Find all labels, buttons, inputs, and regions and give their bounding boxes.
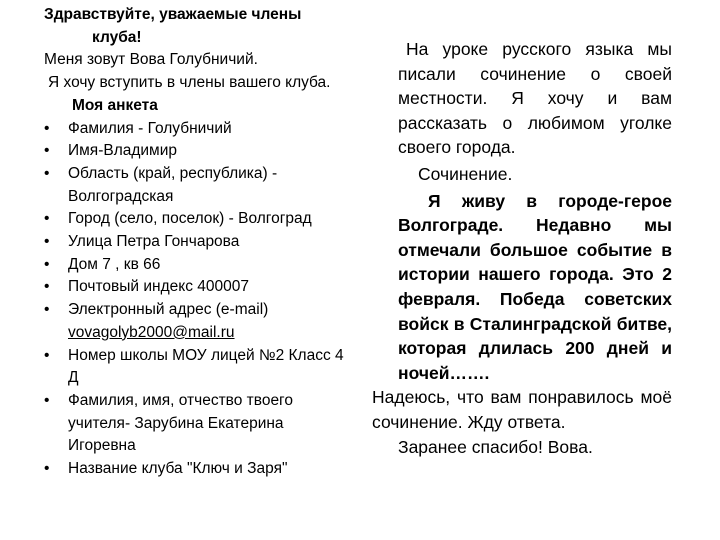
list-item — [44, 345, 344, 390]
form-title: Моя анкета — [72, 96, 158, 114]
join-paragraph — [44, 72, 344, 117]
list-item — [44, 254, 344, 277]
list-item-text: Город (село, поселок) - Волгоград — [68, 210, 312, 228]
greeting-line-2: клуба! — [92, 28, 142, 46]
list-item — [44, 276, 344, 299]
essay-closing-1: Надеюсь, что вам понравилось моё сочинение. Жду ответа. — [372, 387, 672, 432]
greeting — [44, 4, 344, 49]
essay-closing-2: Заранее спасибо! Вова. — [398, 436, 593, 457]
essay-column — [372, 37, 672, 459]
email-link[interactable]: vovagolyb2000@mail.ru — [68, 323, 235, 341]
essay-title: Сочинение. — [418, 163, 513, 184]
list-item — [44, 118, 344, 141]
list-item-text: Фамилия - Голубничий — [68, 119, 232, 137]
list-item — [44, 140, 344, 163]
list-item-text: Улица Петра Гончарова — [68, 233, 240, 251]
form-list — [44, 118, 344, 481]
join-text: Я хочу вступить в члены вашего клуба. — [48, 74, 331, 92]
list-item-text: Фамилия, имя, отчество твоего учителя- Зарубина Екатерина Игоревна — [68, 391, 293, 455]
list-item-text: Электронный адрес (e-mail) — [68, 301, 269, 319]
greeting-line-1: Здравствуйте, уважаемые члены — [44, 6, 302, 23]
list-item-text: Номер школы МОУ лицей №2 Класс 4 Д — [68, 346, 344, 387]
essay-body: Я живу в городе-герое Волгограде. Недавно мы отмечали большое событие в истории нашего города. Это 2 февраля. Победа советских войск в Сталинградской битве, которая длилась 200 дней и ночей……. — [398, 190, 672, 383]
intro-text: Меня зовут Вова Голубничий. — [44, 51, 258, 69]
list-item-text: Почтовый индекс 400007 — [68, 278, 249, 296]
list-item — [44, 458, 344, 481]
list-item-text: Область (край, республика) - Волгоградская — [68, 164, 278, 205]
list-item — [44, 231, 344, 254]
list-item-text: Имя-Владимир — [68, 142, 177, 160]
list-item — [44, 299, 344, 344]
list-item-text: Название клуба "Ключ и Заря" — [68, 460, 288, 478]
essay-lead: На уроке русского языка мы писали сочинение о своей местности. Я хочу и вам рассказать о любимом уголке своего города. — [398, 39, 672, 158]
list-item — [44, 390, 344, 458]
list-item-text: Дом 7 , кв 66 — [68, 255, 161, 273]
letter-column — [44, 4, 344, 481]
list-item — [44, 208, 344, 231]
list-item — [44, 163, 344, 208]
